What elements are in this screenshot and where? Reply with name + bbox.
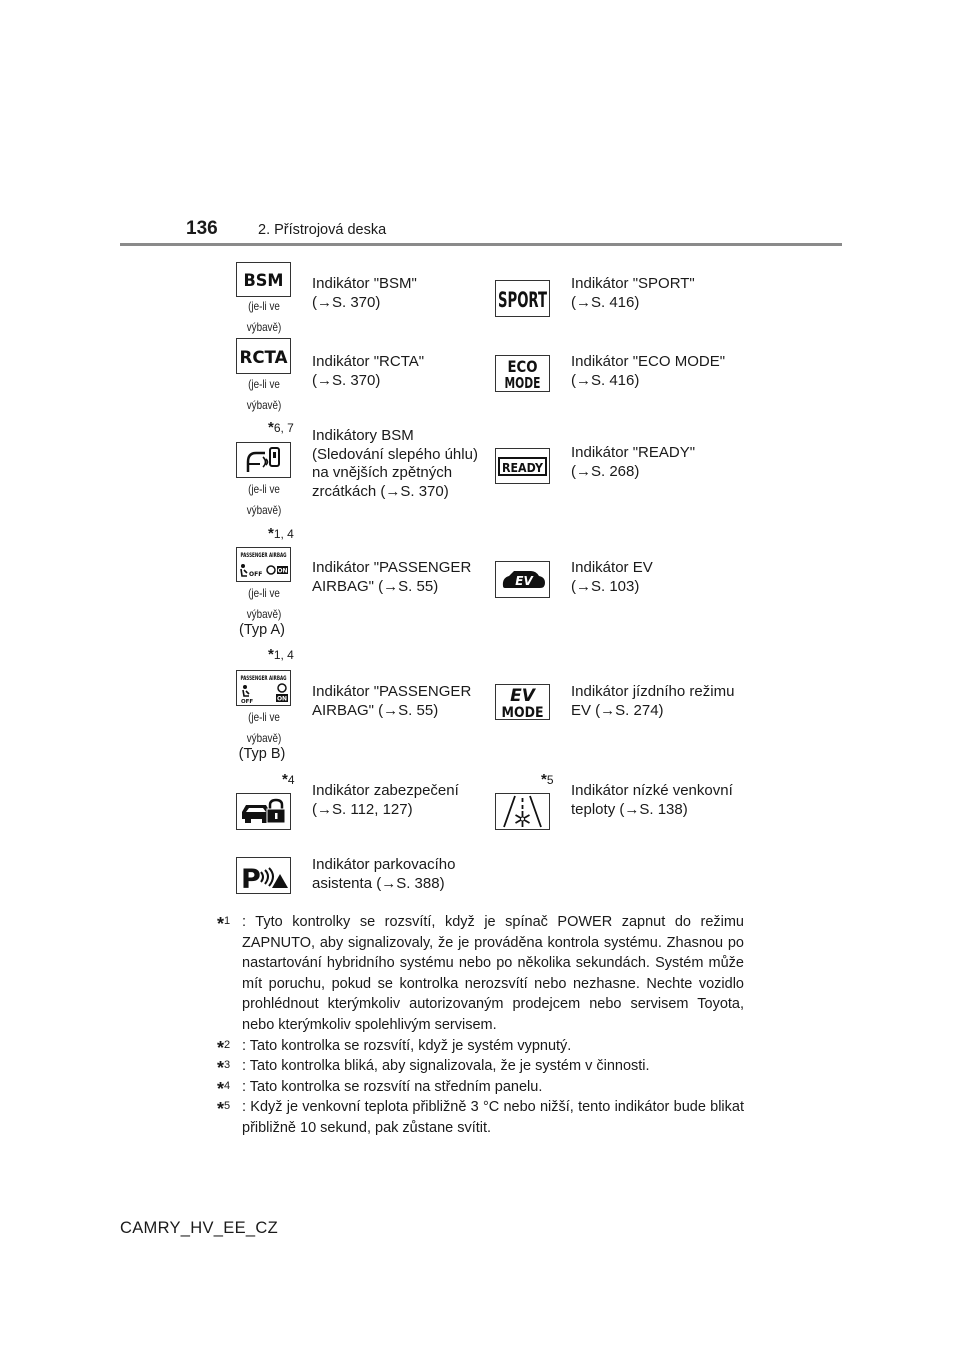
passenger-airbag-text: PASSENGER AIRBAG — [240, 675, 287, 682]
passenger-airbag-b-icon — [236, 670, 291, 706]
footnote-star: * — [217, 1037, 225, 1058]
sport-icon — [495, 280, 550, 317]
footnote-mark — [541, 771, 554, 788]
description-line: Indikátor parkovacího — [312, 856, 456, 873]
description-line: (→S. 370) — [312, 293, 381, 311]
footnote-star: * — [217, 1099, 225, 1120]
availability-note-line: výbavě) — [246, 397, 282, 412]
ev-icon — [495, 561, 550, 598]
footnote-star: * — [282, 771, 288, 788]
footnote-label — [217, 1097, 230, 1121]
rcta-icon — [236, 338, 291, 374]
indicator-description — [571, 275, 695, 312]
indicator-description — [312, 683, 471, 720]
availability-note — [231, 479, 297, 520]
airbag-off-text: OFF — [241, 699, 254, 705]
indicator-description — [312, 856, 455, 893]
footnote-mark — [268, 646, 294, 663]
description-line: Indikátor "RCTA" — [312, 353, 425, 370]
passenger-airbag-a-icon — [236, 547, 291, 582]
description-line: Indikátory BSM — [312, 427, 414, 444]
availability-note — [231, 374, 297, 415]
description-line: (→S. 103) — [571, 577, 640, 595]
eco-mode-icon — [495, 355, 550, 392]
bsm-icon — [236, 262, 291, 297]
description-line: (→S. 268) — [571, 462, 640, 480]
type-label: (Typ A) — [239, 622, 285, 638]
footnote-text: : Tato kontrolka se rozsvítí, když je systém vypnutý. — [242, 1037, 572, 1054]
footnote-mark-number: 5 — [546, 773, 554, 787]
footnote-mark — [268, 419, 294, 436]
footnote-2 — [217, 1036, 744, 1057]
footnote-mark-number: 1, 4 — [273, 527, 294, 541]
footnote-5 — [217, 1097, 744, 1138]
footnote-text: : Když je venkovní teplota přibližně 3 °C nebo nižší, tento indikátor bude blikat přibližně 10 sekund, pak zůstane svítit. — [242, 1099, 744, 1136]
airbag-on-text: ON — [277, 567, 288, 575]
indicator-description — [571, 353, 725, 390]
availability-note-line: výbavě) — [246, 730, 282, 745]
footnote-text: : Tyto kontrolky se rozsvítí, když je spínač POWER zapnut do režimu ZAPNUTO, aby signalizovaly, že je prováděna kontrola systému. Zhasnou po nastartování hybridního systému nebo po několika sekundách. Systém může mít poruchu, pokud se kontrolka nerozsvítí nebo nezhasne. Nechte vozidlo prohlédnout kterýmkoliv autorizovaným prodejcem nebo servisem Toyota, nebo kterýmkoliv spolehlivým servisem. — [242, 914, 744, 1033]
footnote-text: : Tato kontrolka se rozsvítí na středním panelu. — [242, 1078, 543, 1095]
ready-icon-text: READY — [502, 461, 544, 475]
footnote-4 — [217, 1077, 744, 1098]
footnote-mark-number: 4 — [287, 773, 295, 787]
eco-icon-text: ECO — [507, 357, 538, 376]
footnote-star: * — [217, 914, 225, 934]
footnote-star: * — [268, 646, 274, 663]
footnote-star: * — [217, 1058, 225, 1079]
indicator-description — [312, 782, 459, 819]
availability-note — [231, 296, 297, 337]
parking-letter: P — [241, 864, 261, 895]
description-line: (→S. 112, 127) — [312, 800, 413, 818]
footnote-3 — [217, 1056, 744, 1077]
indicator-description — [312, 275, 417, 312]
footnote-1 — [217, 912, 744, 1036]
header-divider — [120, 243, 842, 246]
airbag-on-text: ON — [276, 695, 288, 703]
availability-note-line: (je-li ve — [248, 377, 280, 391]
bsm-icon-text: BSM — [243, 271, 284, 291]
low-temperature-icon — [495, 793, 550, 830]
footnote-text: : Tato kontrolka bliká, aby signalizovala, že je systém v činnosti. — [242, 1058, 650, 1075]
parking-assist-icon — [236, 857, 291, 894]
rcta-icon-text: RCTA — [239, 348, 289, 368]
security-icon — [236, 793, 291, 830]
ev-icon-text: EV — [515, 574, 533, 588]
sport-icon-text: SPORT — [498, 288, 548, 312]
description-line: Indikátor "ECO MODE" — [571, 353, 726, 370]
description-line: Indikátor zabezpečení — [312, 782, 459, 799]
indicator-description — [312, 559, 471, 596]
indicator-description — [312, 427, 478, 501]
document-code: CAMRY_HV_EE_CZ — [120, 1219, 278, 1237]
footnotes — [217, 912, 744, 1139]
availability-note-line: (je-li ve — [248, 482, 280, 496]
description-line: (→S. 416) — [571, 371, 640, 389]
footnote-star: * — [541, 771, 547, 788]
footnote-star: * — [217, 1078, 225, 1099]
mode-icon-text: MODE — [504, 374, 541, 392]
description-line: asistenta (→S. 388) — [312, 874, 445, 892]
availability-note-line: (je-li ve — [248, 299, 280, 313]
footnote-number: 1 — [224, 915, 231, 927]
mode-icon-text: MODE — [501, 705, 544, 721]
availability-note-line: výbavě) — [246, 606, 282, 621]
ev-mode-icon — [495, 684, 550, 720]
footnote-star: * — [268, 419, 274, 436]
description-line: Indikátor jízdního režimu — [571, 683, 735, 700]
description-line: (Sledování slepého úhlu) — [312, 445, 478, 463]
type-label: (Typ B) — [238, 746, 286, 762]
description-line: zrcátkách (→S. 370) — [312, 482, 449, 500]
passenger-airbag-text: PASSENGER AIRBAG — [240, 552, 287, 559]
availability-note-line: výbavě) — [246, 319, 282, 334]
footnote-number: 4 — [224, 1079, 231, 1092]
footnote-mark-number: 1, 4 — [273, 648, 294, 662]
description-line: Indikátor "PASSENGER — [312, 683, 472, 700]
indicator-description — [571, 782, 733, 819]
bsm-mirror-icon — [236, 442, 291, 478]
description-line: Indikátor nízké venkovní — [571, 782, 733, 799]
availability-note-line: (je-li ve — [248, 586, 280, 600]
availability-note-line: (je-li ve — [248, 710, 280, 724]
footnote-mark — [268, 525, 294, 542]
airbag-off-text: OFF — [249, 571, 263, 578]
description-line: Indikátor "BSM" — [312, 275, 417, 292]
footnote-number: 5 — [224, 1100, 231, 1113]
indicator-description — [571, 444, 695, 481]
footnote-label — [217, 912, 230, 936]
description-line: na vnějších zpětných — [312, 464, 453, 481]
description-line: teploty (→S. 138) — [571, 800, 688, 818]
description-line: AIRBAG" (→S. 55) — [312, 577, 439, 595]
availability-note-line: výbavě) — [246, 502, 282, 517]
footnote-mark-number: 6, 7 — [273, 421, 294, 435]
footnote-star: * — [268, 525, 274, 542]
description-line: Indikátor "PASSENGER — [312, 559, 472, 576]
footnote-number: 2 — [224, 1038, 231, 1051]
description-line: Indikátor "SPORT" — [571, 275, 695, 292]
description-line: EV (→S. 274) — [571, 701, 664, 719]
description-line: (→S. 416) — [571, 293, 640, 311]
description-line: Indikátor "READY" — [571, 444, 696, 461]
indicator-description — [312, 353, 424, 390]
indicator-description — [571, 559, 653, 596]
description-line: AIRBAG" (→S. 55) — [312, 701, 439, 719]
availability-note — [231, 583, 297, 624]
description-line: Indikátor EV — [571, 559, 653, 576]
availability-note — [231, 707, 297, 748]
ev-icon-text: EV — [510, 686, 535, 706]
footnote-mark — [282, 771, 295, 788]
ready-icon — [495, 448, 550, 484]
footnote-number: 3 — [224, 1059, 231, 1072]
indicator-description — [571, 683, 734, 720]
section-title: 2. Přístrojová deska — [258, 222, 387, 238]
page-number: 136 — [186, 218, 218, 239]
description-line: (→S. 370) — [312, 371, 381, 389]
